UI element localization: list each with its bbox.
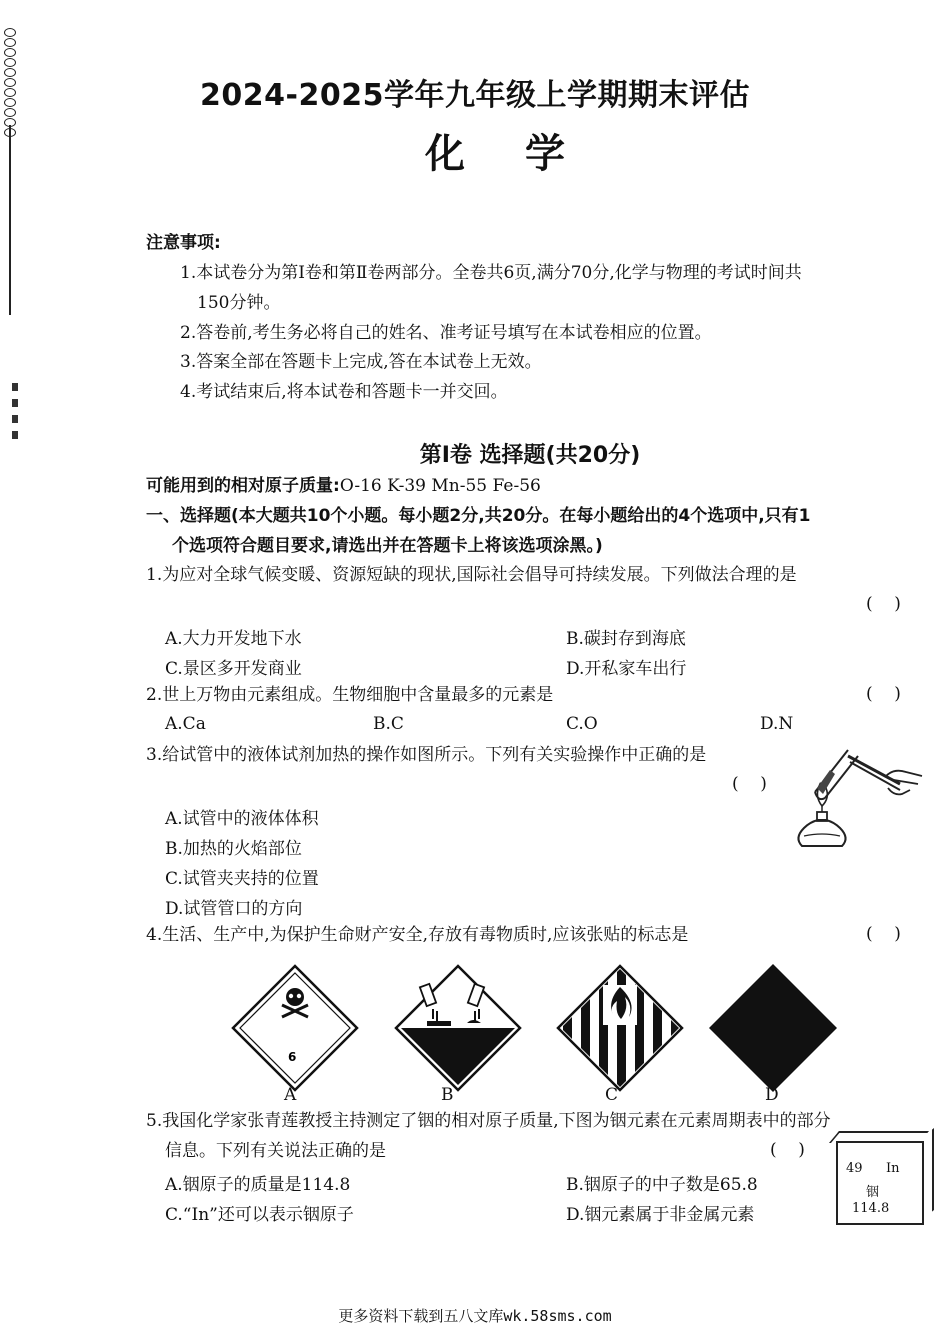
binding-margin — [0, 0, 30, 1343]
notice-item: 150分钟。 — [197, 293, 281, 313]
exam-title: 2024-2025学年九年级上学期期末评估 — [200, 78, 750, 113]
option-c: C.“In”还可以表示铟原子 — [165, 1205, 354, 1225]
atomic-number: 49 — [846, 1161, 863, 1176]
element-name: 铟 — [866, 1185, 880, 1200]
corrosive-sign — [393, 963, 523, 1093]
question-stem: 4.生活、生产中,为保护生命财产安全,存放有毒物质时,应该张贴的标志是 — [146, 925, 689, 945]
option-c: C.试管夹夹持的位置 — [165, 869, 319, 889]
answer-paren: ( ) — [732, 774, 767, 794]
atomic-masses-line — [146, 475, 541, 497]
answer-paren: ( ) — [866, 594, 901, 614]
footer-watermark: 更多资料下载到五八文库wk.58sms.com — [338, 1307, 612, 1325]
question-stem: 2.世上万物由元素组成。生物细胞中含量最多的元素是 — [146, 685, 554, 705]
notice-item: 3.答案全部在答题卡上完成,答在本试卷上无效。 — [180, 352, 542, 372]
atomic-mass-label: 可能用到的相对原子质量: — [146, 476, 340, 496]
option-b: B.C — [373, 714, 404, 734]
atomic-mass-values: O-16 K-39 Mn-55 Fe-56 — [339, 476, 541, 496]
question-stem: 5.我国化学家张青莲教授主持测定了铟的相对原子质量,下图为铟元素在元素周期表中的部分 — [146, 1111, 831, 1131]
periodic-element-cell — [836, 1141, 924, 1225]
option-b: B.碳封存到海底 — [566, 629, 686, 649]
option-a: A.Ca — [165, 714, 206, 734]
question-stem: 1.为应对全球气候变暖、资源短缺的现状,国际社会倡导可持续发展。下列做法合理的是 — [146, 565, 797, 585]
question-stem-cont: 信息。下列有关说法正确的是 — [165, 1141, 386, 1161]
notice-item: 1.本试卷分为第Ⅰ卷和第Ⅱ卷两部分。全卷共6页,满分70分,化学与物理的考试时间共 — [180, 263, 802, 283]
black-diamond-sign — [708, 963, 838, 1093]
notice-item: 4.考试结束后,将本试卷和答题卡一并交回。 — [180, 382, 508, 402]
flammable-solid-sign — [555, 963, 685, 1093]
option-a: A.大力开发地下水 — [165, 629, 302, 649]
option-b: B.铟原子的中子数是65.8 — [566, 1175, 758, 1195]
sign-class-number: 6 — [288, 1050, 297, 1064]
atomic-mass: 114.8 — [852, 1201, 890, 1216]
answer-paren: ( ) — [770, 1140, 805, 1160]
notice-item: 2.答卷前,考生务必将自己的姓名、准考证号填写在本试卷相应的位置。 — [180, 323, 712, 343]
part-heading: 一、选择题(本大题共10个小题。每小题2分,共20分。在每小题给出的4个选项中,只有1 — [146, 506, 811, 526]
sign-label-c: C — [605, 1085, 619, 1105]
part-heading-cont: 个选项符合题目要求,请选出并在答题卡上将该选项涂黑。) — [172, 536, 603, 556]
question-stem: 3.给试管中的液体试剂加热的操作如图所示。下列有关实验操作中正确的是 — [146, 745, 707, 765]
option-c: C.O — [566, 714, 598, 734]
option-b: B.加热的火焰部位 — [165, 839, 302, 859]
notice-heading: 注意事项: — [146, 233, 221, 253]
test-tube-heating-figure — [790, 740, 930, 855]
answer-paren: ( ) — [866, 684, 901, 704]
option-d: D.N — [760, 714, 794, 734]
sign-label-d: D — [765, 1085, 779, 1105]
sign-label-b: B — [441, 1085, 454, 1105]
sign-label-a: A — [284, 1085, 297, 1105]
option-a: A.试管中的液体体积 — [165, 809, 319, 829]
option-d: D.试管管口的方向 — [165, 899, 303, 919]
section-title: 第Ⅰ卷 选择题(共20分) — [419, 443, 641, 468]
element-symbol: In — [886, 1161, 900, 1176]
answer-paren: ( ) — [866, 924, 901, 944]
toxic-sign — [230, 963, 360, 1093]
option-d: D.铟元素属于非金属元素 — [566, 1205, 755, 1225]
option-c: C.景区多开发商业 — [165, 659, 302, 679]
option-a: A.铟原子的质量是114.8 — [165, 1175, 351, 1195]
option-d: D.开私家车出行 — [566, 659, 687, 679]
subject-title: 化学 — [425, 131, 625, 177]
